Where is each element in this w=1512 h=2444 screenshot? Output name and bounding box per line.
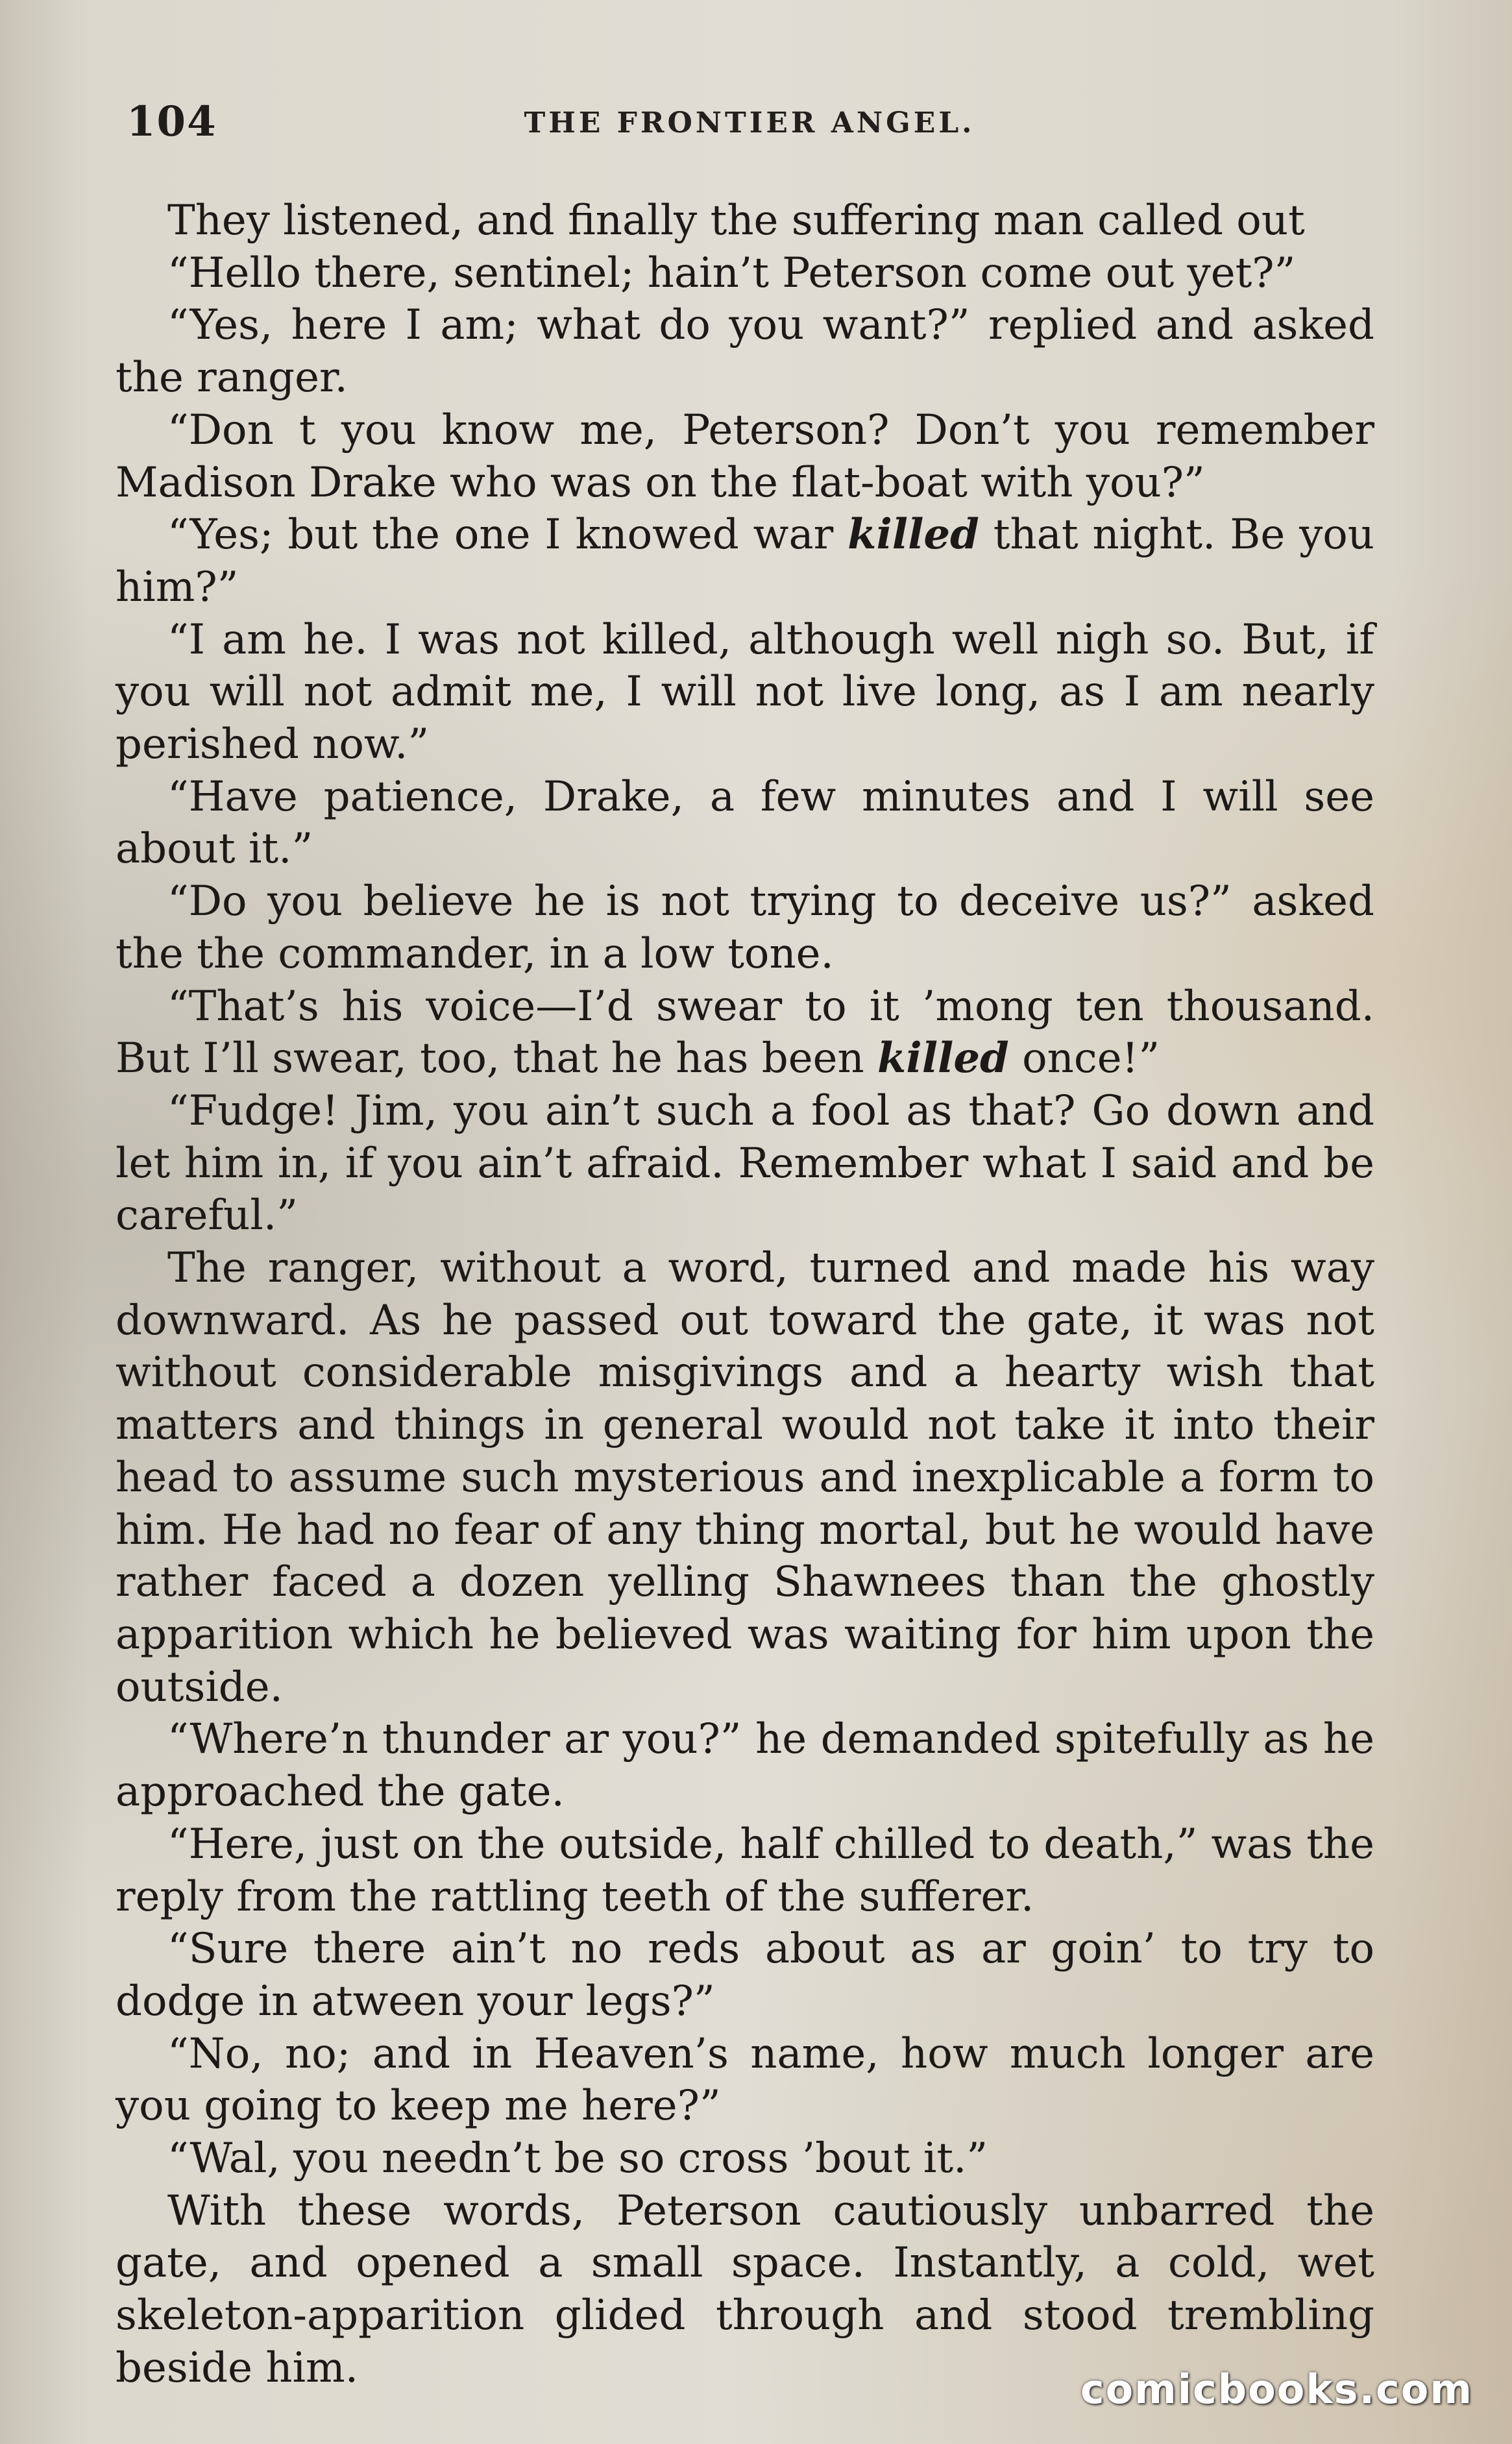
page-number: 104	[127, 97, 217, 146]
paragraph: “No, no; and in Heaven’s name, how much longer are you going to keep me here?”	[116, 2029, 1374, 2131]
paragraph: “Fudge! Jim, you ain’t such a fool as that? Go down and let him in, if you ain’t afraid. Remember what I said and be careful.”	[116, 1086, 1374, 1240]
paragraph: The ranger, without a word, turned and made his way downward. As he passed out toward the gate, it was not without considerable misgivings and a hearty wish that matters and things in general would not take it into their head to assume such mysterious and inexplicable a form to him. He had no fear of any thing mortal, but he would have rather faced a dozen yelling Shawnees than the ghostly apparition which he believed was waiting for him upon the outside.	[116, 1244, 1374, 1711]
paragraph: “Here, just on the outside, half chilled to death,” was the reply from the rattling teeth of the sufferer.	[116, 1820, 1374, 1921]
paragraph: “Wal, you needn’t be so cross ’bout it.”	[167, 2134, 988, 2183]
paragraph: “That’s his voice—I’d swear to it ’mong ten thousand. But I’ll swear, too, that he has been killed once!”	[116, 982, 1374, 1083]
paragraph: “Sure there ain’t no reds about as ar goin’ to try to dodge in atween your legs?”	[116, 1925, 1374, 2025]
paragraph: “Yes, here I am; what do you want?” replied and asked the ranger.	[116, 301, 1374, 402]
paragraph: “Have patience, Drake, a few minutes and I will see about it.”	[116, 772, 1374, 874]
paragraph: “I am he. I was not killed, although well nigh so. But, if you will not admit me, I will not live long, as I am nearly perished now.”	[116, 615, 1374, 769]
paragraph: “Do you believe he is not trying to deceive us?” asked the the commander, in a low tone.	[116, 877, 1374, 978]
running-title: THE FRONTIER ANGEL.	[524, 106, 975, 140]
watermark-logo: comicbooks.com	[1080, 2365, 1473, 2413]
body-text	[116, 195, 1374, 2395]
paragraph: “Yes; but the one I knowed war killed that night. Be you him?”	[116, 510, 1375, 611]
paragraph: “Hello there, sentinel; hain’t Peterson come out yet?”	[167, 249, 1296, 297]
paragraph: “Where’n thunder ar you?” he demanded spitefully as he approached the gate.	[116, 1715, 1374, 1816]
paragraph: With these words, Peterson cautiously unbarred the gate, and opened a small space. Instantly, a cold, wet skeleton-apparition glided through and stood trembling beside him.	[116, 2186, 1374, 2392]
page-header	[127, 97, 1372, 149]
paragraph: They listened, and finally the suffering man called out	[167, 197, 1305, 245]
paragraph: “Don t you know me, Peterson? Don’t you remember Madison Drake who was on the flat-boat with you?”	[116, 406, 1374, 507]
